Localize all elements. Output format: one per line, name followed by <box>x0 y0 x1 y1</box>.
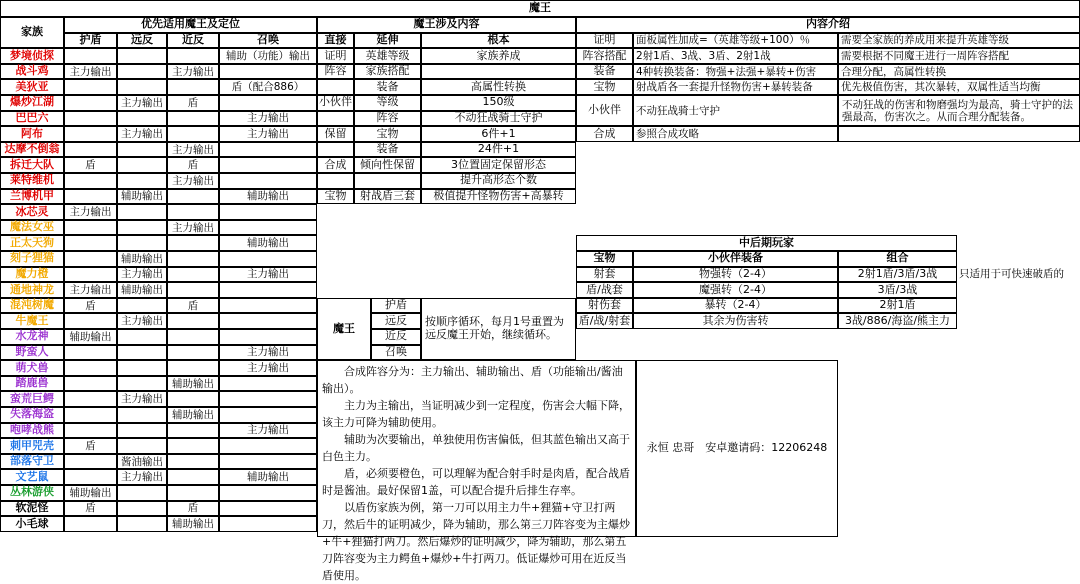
left-cell <box>117 438 167 454</box>
left-cell <box>167 251 219 267</box>
left-cell <box>117 173 167 189</box>
late-treasure: 射伤套 <box>576 298 633 314</box>
family-name: 巴巴六 <box>0 111 64 127</box>
left-cell <box>64 345 117 361</box>
left-cell: 盾 <box>64 438 117 454</box>
left-cell: 辅助输出 <box>167 516 219 532</box>
late-header: 小伙伴装备 <box>633 251 838 267</box>
left-cell: 主力输出 <box>117 95 167 111</box>
left-cell <box>64 454 117 470</box>
right-value: 4种转换装备：物强+法强+暴转+伤害 <box>633 64 838 80</box>
strategy-paragraph: 以盾伤家族为例，第一刀可以用主力牛+狸猫+守卫打两刀，然后牛的证明减少，降为辅助，那么第三刀阵容变为主爆炒+牛+狸猫打两刀。然后爆炒的证明减少，降为辅助，那么第五刀阵容变为主力鳄鱼+爆炒+牛打两刀。低证爆炒可用在近反当盾使用。 <box>322 501 630 583</box>
late-header: 宝物 <box>576 251 633 267</box>
right-note <box>838 126 1080 142</box>
left-cell: 辅助输出 <box>64 485 117 501</box>
strategy-notes <box>317 360 636 583</box>
middle-extend: 装备 <box>354 142 421 158</box>
left-cell <box>219 220 317 236</box>
left-cell <box>117 501 167 517</box>
middle-direct: 阵容 <box>317 64 354 80</box>
left-cell <box>167 235 219 251</box>
left-cell: 辅助输出 <box>64 329 117 345</box>
left-cell <box>167 485 219 501</box>
late-treasure: 射套 <box>576 267 633 283</box>
left-cell <box>64 235 117 251</box>
family-name: 魔法女巫 <box>0 220 64 236</box>
middle-direct: 小伙伴 <box>317 95 354 111</box>
left-cell <box>219 298 317 314</box>
left-cell: 盾 <box>64 501 117 517</box>
left-cell <box>117 407 167 423</box>
middle-extend: 家族搭配 <box>354 64 421 80</box>
left-cell <box>117 329 167 345</box>
left-cell <box>64 267 117 283</box>
cycle-note: 按顺序循环，每月1号重置为远反魔王开始，继续循环。 <box>421 298 576 360</box>
left-col-header: 远反 <box>117 33 167 49</box>
left-cell: 主力输出 <box>64 282 117 298</box>
left-cell: 盾 <box>167 501 219 517</box>
left-cell <box>219 157 317 173</box>
left-cell <box>219 391 317 407</box>
family-name: 文艺鼠 <box>0 469 64 485</box>
left-cell <box>167 313 219 329</box>
left-cell <box>219 501 317 517</box>
left-cell <box>117 235 167 251</box>
left-cell <box>117 423 167 439</box>
left-group-header: 优先适用魔王及定位 <box>64 17 317 33</box>
left-cell <box>167 126 219 142</box>
left-cell: 主力输出 <box>167 64 219 80</box>
family-name: 梦境侦探 <box>0 48 64 64</box>
left-cell: 主力输出 <box>219 111 317 127</box>
middle-root: 3位置固定保留形态 <box>421 157 576 173</box>
left-cell: 主力输出 <box>117 313 167 329</box>
cycle-item: 召唤 <box>371 345 421 361</box>
left-cell <box>64 126 117 142</box>
left-cell <box>219 438 317 454</box>
left-cell <box>64 313 117 329</box>
left-cell <box>117 298 167 314</box>
family-name: 混沌树魔 <box>0 298 64 314</box>
left-cell <box>219 173 317 189</box>
middle-direct <box>317 79 354 95</box>
family-name: 软泥怪 <box>0 501 64 517</box>
right-header: 内容介绍 <box>576 17 1080 33</box>
left-cell <box>219 329 317 345</box>
left-cell <box>64 469 117 485</box>
right-key: 合成 <box>576 126 633 142</box>
left-cell <box>64 251 117 267</box>
family-name: 水龙神 <box>0 329 64 345</box>
left-cell <box>167 454 219 470</box>
right-note: 不动狂战的伤害和物磨强均为最高，骑士守护的法强最高，伤害次之。从而合理分配装备。 <box>838 95 1080 126</box>
left-cell <box>219 313 317 329</box>
left-cell <box>167 345 219 361</box>
left-cell: 辅助输出 <box>117 251 167 267</box>
family-name: 蛮荒巨鳄 <box>0 391 64 407</box>
left-cell <box>219 204 317 220</box>
late-side-note: 只适用于可快速破盾的 <box>959 268 1064 281</box>
middle-root: 提升高形态个数 <box>421 173 576 189</box>
left-cell <box>117 142 167 158</box>
family-name: 踏鹿兽 <box>0 376 64 392</box>
left-cell <box>117 48 167 64</box>
contact-info: 永恒 忠哥 安卓邀请码：12206248 <box>636 360 838 537</box>
late-header: 组合 <box>838 251 957 267</box>
middle-col-header: 延伸 <box>354 33 421 49</box>
middle-extend: 倾向性保留 <box>354 157 421 173</box>
left-cell <box>219 485 317 501</box>
family-name: 莱特维机 <box>0 173 64 189</box>
left-cell <box>219 251 317 267</box>
left-cell <box>219 407 317 423</box>
left-cell: 盾（配合886） <box>219 79 317 95</box>
family-name: 爆炒江湖 <box>0 95 64 111</box>
left-cell <box>117 360 167 376</box>
cycle-item: 护盾 <box>371 298 421 314</box>
left-col-header: 近反 <box>167 33 219 49</box>
right-key: 阵容搭配 <box>576 48 633 64</box>
left-cell <box>64 173 117 189</box>
right-value: 2射1盾、3战、3盾、2射1战 <box>633 48 838 64</box>
left-cell <box>167 329 219 345</box>
left-cell <box>64 142 117 158</box>
family-name: 正太天狗 <box>0 235 64 251</box>
family-name: 部落守卫 <box>0 454 64 470</box>
middle-direct: 证明 <box>317 48 354 64</box>
left-cell <box>117 204 167 220</box>
left-cell: 辅助输出 <box>219 235 317 251</box>
left-cell: 主力输出 <box>64 64 117 80</box>
cycle-item: 远反 <box>371 313 421 329</box>
middle-extend: 宝物 <box>354 126 421 142</box>
left-cell <box>117 79 167 95</box>
left-cell <box>117 157 167 173</box>
left-cell: 盾 <box>167 298 219 314</box>
middle-extend <box>354 173 421 189</box>
family-name: 咆哮战熊 <box>0 423 64 439</box>
family-name: 牛魔王 <box>0 313 64 329</box>
middle-direct <box>317 111 354 127</box>
cycle-label: 魔王 <box>317 298 371 360</box>
middle-direct: 宝物 <box>317 189 354 205</box>
left-cell <box>117 220 167 236</box>
left-cell: 主力输出 <box>219 126 317 142</box>
left-cell <box>64 79 117 95</box>
middle-direct <box>317 142 354 158</box>
family-name: 野蛮人 <box>0 345 64 361</box>
middle-extend: 装备 <box>354 79 421 95</box>
late-treasure: 盾/战/射套 <box>576 313 633 329</box>
right-value: 参照合成攻略 <box>633 126 838 142</box>
family-name: 刻子狸猫 <box>0 251 64 267</box>
left-cell <box>117 485 167 501</box>
left-cell: 主力输出 <box>117 391 167 407</box>
left-cell: 主力输出 <box>219 267 317 283</box>
middle-root: 24件+1 <box>421 142 576 158</box>
left-cell <box>64 376 117 392</box>
middle-extend: 等级 <box>354 95 421 111</box>
left-cell: 辅助输出 <box>167 376 219 392</box>
left-cell <box>219 95 317 111</box>
middle-col-header: 直接 <box>317 33 354 49</box>
late-combo: 2射1盾/3盾/3战 <box>838 267 957 283</box>
middle-root: 家族养成 <box>421 48 576 64</box>
middle-col-header: 根本 <box>421 33 576 49</box>
middle-root: 不动狂战骑士守护 <box>421 111 576 127</box>
late-gear: 魔强转（2-4） <box>633 282 838 298</box>
family-name: 小毛球 <box>0 516 64 532</box>
right-key: 证明 <box>576 33 633 49</box>
right-note: 优先极值伤害，其次暴转，双属性适当均衡 <box>838 79 1080 95</box>
left-cell <box>117 111 167 127</box>
left-cell <box>167 48 219 64</box>
late-gear: 物强转（2-4） <box>633 267 838 283</box>
strategy-paragraph: 盾，必须要橙色，可以理解为配合射手时是肉盾，配合战盾时是酱油。最好保留1盖，可以配合提升后排生存率。 <box>322 467 630 498</box>
family-name: 丛林游侠 <box>0 485 64 501</box>
left-cell <box>219 142 317 158</box>
family-name: 魔力橙 <box>0 267 64 283</box>
left-cell: 主力输出 <box>117 469 167 485</box>
late-combo: 2射1盾 <box>838 298 957 314</box>
late-gear: 其余为伤害转 <box>633 313 838 329</box>
right-note: 需要全家族的养成用来提升英雄等级 <box>838 33 1080 49</box>
late-treasure: 盾/战套 <box>576 282 633 298</box>
left-col-header: 护盾 <box>64 33 117 49</box>
late-combo: 3盾/3战 <box>838 282 957 298</box>
left-cell <box>64 189 117 205</box>
family-name: 达摩不倒翁 <box>0 142 64 158</box>
family-name: 兰博机甲 <box>0 189 64 205</box>
left-cell: 辅助输出 <box>167 407 219 423</box>
middle-root: 极值提升怪物伤害+高暴转 <box>421 189 576 205</box>
late-title: 中后期玩家 <box>576 235 957 251</box>
left-cell: 主力输出 <box>219 423 317 439</box>
left-cell <box>64 423 117 439</box>
strategy-paragraph: 合成阵容分为：主力输出、辅助输出、盾（功能输出/酱油输出）。 <box>322 365 623 396</box>
left-col-header: 召唤 <box>219 33 317 49</box>
middle-direct <box>317 173 354 189</box>
page-title: 魔王 <box>0 0 1080 17</box>
left-cell <box>167 189 219 205</box>
cycle-item: 近反 <box>371 329 421 345</box>
left-cell: 辅助（功能）输出 <box>219 48 317 64</box>
family-name: 失落海盗 <box>0 407 64 423</box>
family-name: 美狄亚 <box>0 79 64 95</box>
left-cell: 主力输出 <box>219 360 317 376</box>
late-combo: 3战/886/海盗/熊主力 <box>838 313 957 329</box>
middle-direct: 保留 <box>317 126 354 142</box>
left-cell <box>219 376 317 392</box>
left-cell <box>167 391 219 407</box>
right-note: 需要根据不同魔王进行一周阵容搭配 <box>838 48 1080 64</box>
left-cell: 主力输出 <box>117 267 167 283</box>
family-name: 刺甲兕壳 <box>0 438 64 454</box>
left-cell: 辅助输出 <box>219 469 317 485</box>
left-cell: 主力输出 <box>219 345 317 361</box>
left-cell <box>167 282 219 298</box>
left-cell: 盾 <box>64 298 117 314</box>
left-cell <box>219 516 317 532</box>
left-cell: 辅助输出 <box>219 189 317 205</box>
left-cell: 盾 <box>64 157 117 173</box>
right-key: 小伙伴 <box>576 95 633 126</box>
right-value: 面板属性加成=（英雄等级+100）％ <box>633 33 838 49</box>
left-cell <box>167 79 219 95</box>
middle-extend: 阵容 <box>354 111 421 127</box>
family-header: 家族 <box>0 17 64 48</box>
left-cell <box>64 391 117 407</box>
left-cell <box>64 360 117 376</box>
middle-root: 150级 <box>421 95 576 111</box>
late-gear: 暴转（2-4） <box>633 298 838 314</box>
family-name: 阿布 <box>0 126 64 142</box>
left-cell <box>117 345 167 361</box>
left-cell: 酱油输出 <box>117 454 167 470</box>
left-cell: 主力输出 <box>167 142 219 158</box>
strategy-paragraph: 辅助为次要输出，单独使用伤害偏低，但其蓝色输出又高于白色主力。 <box>322 433 630 464</box>
family-name: 冰芯灵 <box>0 204 64 220</box>
left-cell <box>64 95 117 111</box>
middle-extend: 射战盾三套 <box>354 189 421 205</box>
left-cell: 主力输出 <box>167 173 219 189</box>
middle-root <box>421 64 576 80</box>
left-cell <box>167 267 219 283</box>
left-cell <box>167 204 219 220</box>
left-cell: 盾 <box>167 95 219 111</box>
family-name: 战斗鸡 <box>0 64 64 80</box>
middle-root: 高属性转换 <box>421 79 576 95</box>
left-cell <box>167 111 219 127</box>
right-note: 合理分配，高属性转换 <box>838 64 1080 80</box>
left-cell <box>64 48 117 64</box>
strategy-paragraph: 主力为主输出，当证明减少到一定程度，伤害会大幅下降，该主力可降为辅助使用。 <box>322 399 630 430</box>
right-value: 不动狂战骑士守护 <box>633 95 838 126</box>
left-cell: 盾 <box>167 157 219 173</box>
family-name: 萌犬兽 <box>0 360 64 376</box>
left-cell <box>117 376 167 392</box>
middle-root: 6件+1 <box>421 126 576 142</box>
left-cell: 主力输出 <box>167 220 219 236</box>
left-cell <box>219 454 317 470</box>
left-cell <box>167 360 219 376</box>
left-cell <box>219 64 317 80</box>
middle-extend: 英雄等级 <box>354 48 421 64</box>
middle-header: 魔王涉及内容 <box>317 17 576 33</box>
left-cell: 主力输出 <box>64 204 117 220</box>
left-cell <box>167 469 219 485</box>
family-name: 通地神龙 <box>0 282 64 298</box>
right-key: 装备 <box>576 64 633 80</box>
right-value: 射战盾各一套提升怪物伤害+暴转装备 <box>633 79 838 95</box>
left-cell: 辅助输出 <box>117 189 167 205</box>
left-cell <box>117 64 167 80</box>
middle-direct: 合成 <box>317 157 354 173</box>
left-cell <box>64 516 117 532</box>
left-cell <box>117 516 167 532</box>
left-cell <box>64 111 117 127</box>
left-cell: 主力输出 <box>117 126 167 142</box>
left-cell: 辅助输出 <box>117 282 167 298</box>
left-cell <box>219 282 317 298</box>
left-cell <box>64 407 117 423</box>
left-cell <box>167 438 219 454</box>
right-key: 宝物 <box>576 79 633 95</box>
left-cell <box>167 423 219 439</box>
left-cell <box>64 220 117 236</box>
family-name: 拆迁大队 <box>0 157 64 173</box>
